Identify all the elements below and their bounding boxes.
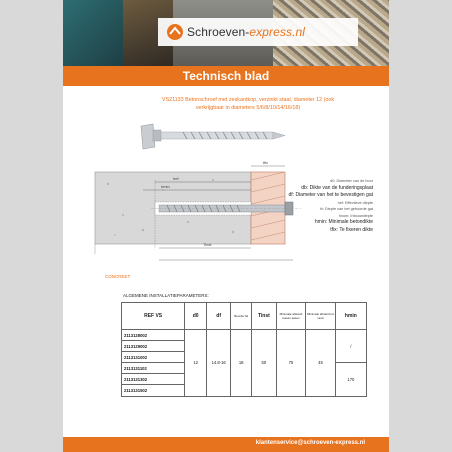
photo-tools (63, 0, 123, 66)
header-ref: REF VS (122, 303, 185, 330)
label-tfix: tfix (263, 160, 269, 165)
legend-item: df: Diameter van het te bevestigen gat (288, 192, 373, 198)
brand-logo (166, 22, 356, 42)
header-boor: Boorde hd (231, 303, 252, 330)
legend-item: hnom: Inbouwdiepte (338, 213, 373, 218)
description-line-2: verkrijgbaar in diameters 5/6/8/10/14/16/18) (195, 105, 301, 111)
screw-illustration (141, 124, 285, 149)
ref-cell: 2113131302 (122, 374, 185, 385)
legend (273, 178, 373, 234)
installation-cross-section (95, 166, 301, 260)
logo-mark-icon (166, 23, 184, 41)
ref-cell: 2113131502 (122, 385, 185, 396)
header-min-rand: Minimale afstand tot rand (306, 303, 336, 330)
ref-cell: 2113129002 (122, 341, 185, 352)
hmin-cell-bottom: 170 (335, 363, 366, 396)
table-row (122, 330, 367, 341)
description-line-1: VS21133 Betonschroef met zeskantkop, verzinkt staal, diameter 12 (ook (161, 97, 335, 103)
header-photo (63, 0, 389, 66)
header-min-tussen: Minimale afstand tussen assen (276, 303, 306, 330)
legend-item: db: Dikte van de funderingsplaat (301, 184, 373, 191)
label-tinst: Tinst (203, 242, 212, 247)
legend-item: hmin: Minimale betondikte (314, 219, 373, 225)
datasheet-page (63, 0, 389, 452)
ref-cell: 2113131102 (122, 363, 185, 374)
brand-name-main: Schroeven- (187, 25, 250, 39)
brand-name-accent: express.nl (249, 25, 306, 39)
ref-cell: 2113131002 (122, 352, 185, 363)
footer-email[interactable]: klantenservice@schroeven-express.nl (255, 440, 365, 446)
legend-item: d0: Diameter van de boor (330, 179, 373, 183)
boor-cell: 18 (231, 330, 252, 397)
legend-item: hef: Effectieve diepte (337, 200, 373, 205)
header-d0: d0 (185, 303, 207, 330)
product-description (113, 96, 383, 112)
label-hef: hef (173, 176, 179, 181)
min-rand-cell: 45 (306, 330, 336, 397)
header-df: df (207, 303, 231, 330)
hmin-cell-top: / (335, 330, 366, 363)
header-hmin: hmin (335, 303, 366, 330)
header-tinst: Tinst (252, 303, 277, 330)
legend-item: hl: Diepte van het geboorde gat (320, 207, 373, 211)
ref-cell: 2113128002 (122, 330, 185, 341)
tinst-cell: 50 (252, 330, 277, 397)
table-header-row (122, 303, 367, 330)
label-hmin: hmin (161, 184, 170, 189)
legend-item: tfix: Te fixeren dikte (330, 226, 373, 233)
df-cell: 14.8-16 (207, 330, 231, 397)
parameters-table (121, 302, 367, 397)
min-tussen-cell: 75 (276, 330, 306, 397)
concrete-label: CONCREET (105, 274, 131, 279)
page-title: Technisch blad (182, 69, 270, 83)
brand-name (187, 25, 305, 39)
d0-cell: 12 (185, 330, 207, 397)
params-title: ALGEMENE INSTALLATIEPARAMETERS: (123, 293, 209, 298)
